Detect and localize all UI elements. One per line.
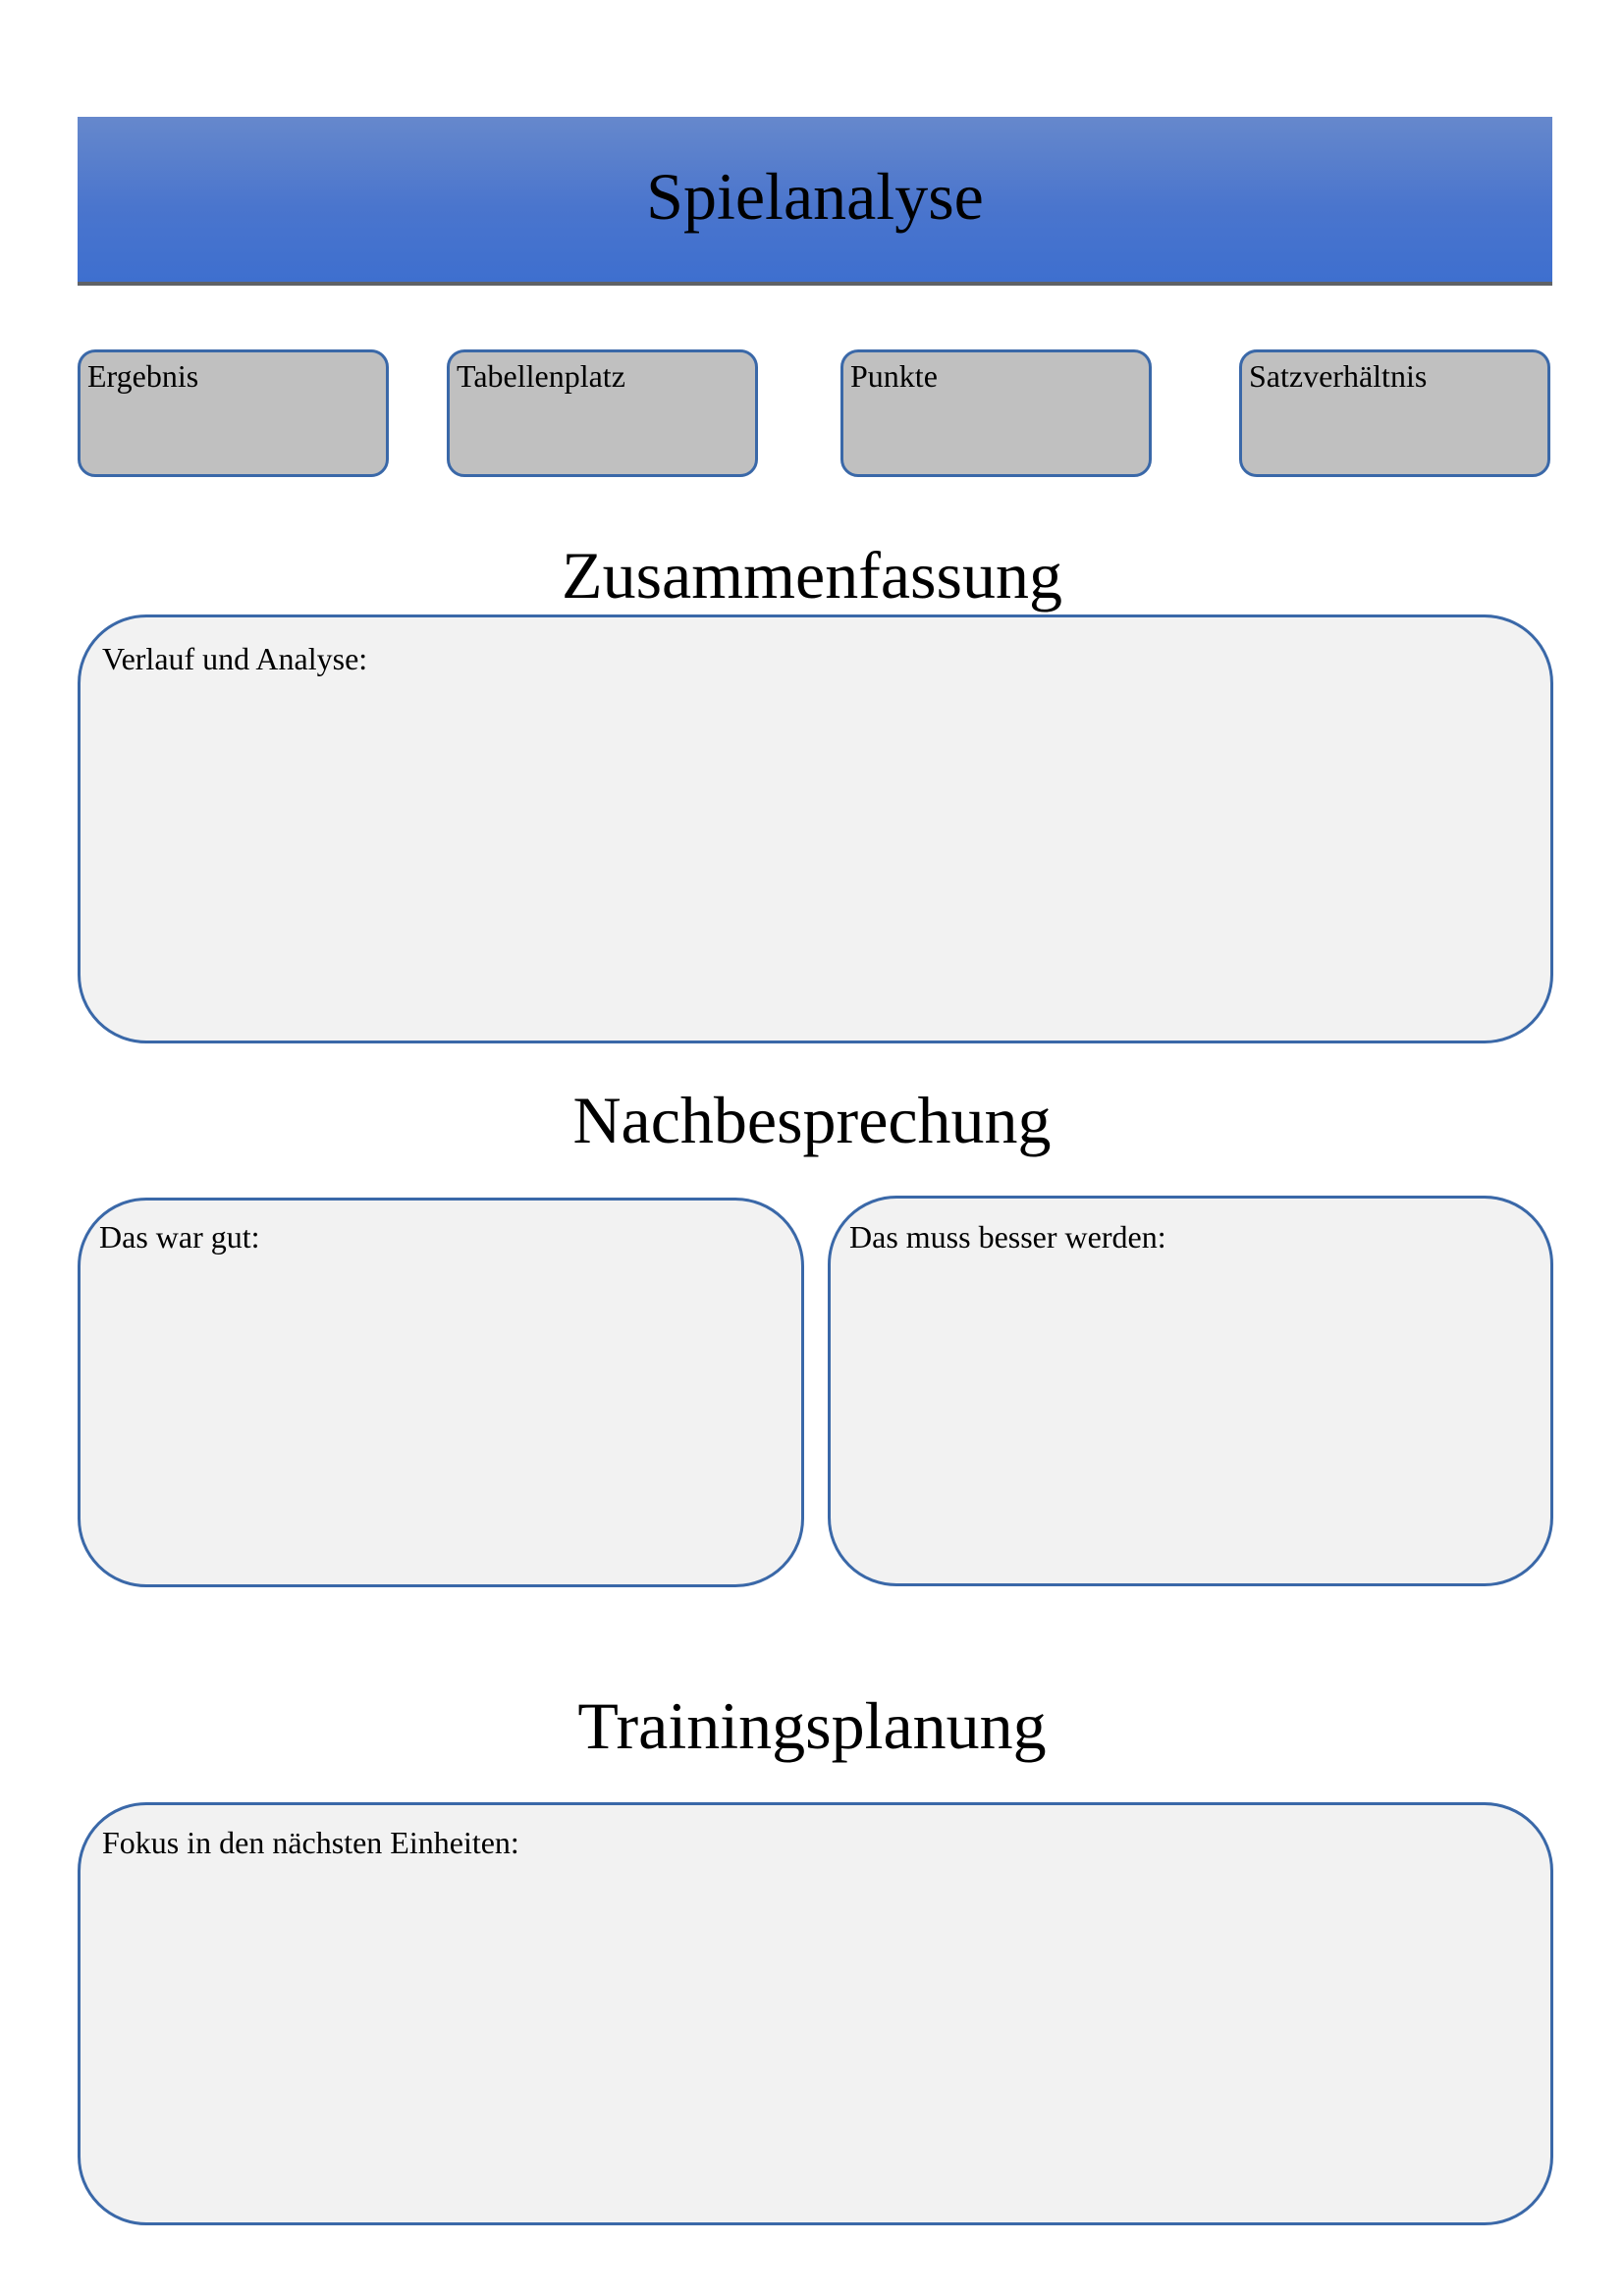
summary-field-label: Verlauf und Analyse:: [102, 641, 368, 676]
stat-box-tabellenplatz[interactable]: [447, 349, 758, 477]
review-improve-panel[interactable]: [828, 1196, 1553, 1586]
section-title-review: Nachbesprechung: [572, 1083, 1052, 1157]
section-title-training: Trainingsplanung: [577, 1688, 1047, 1763]
stat-label-satzverhaeltnis: Satzverhältnis: [1249, 358, 1428, 394]
stat-box-punkte[interactable]: [840, 349, 1152, 477]
training-panel[interactable]: [78, 1802, 1553, 2225]
training-focus-label: Fokus in den nächsten Einheiten:: [102, 1825, 519, 1860]
page-title: Spielanalyse: [646, 159, 984, 234]
review-good-label: Das war gut:: [99, 1219, 260, 1255]
stat-box-ergebnis[interactable]: [78, 349, 389, 477]
review-improve-label: Das muss besser werden:: [849, 1219, 1166, 1255]
review-good-panel[interactable]: [78, 1198, 804, 1587]
title-banner: [78, 117, 1552, 286]
stat-box-satzverhaeltnis[interactable]: [1239, 349, 1550, 477]
stat-label-tabellenplatz: Tabellenplatz: [457, 358, 625, 394]
section-title-summary: Zusammenfassung: [562, 538, 1062, 613]
stat-label-punkte: Punkte: [850, 358, 938, 394]
summary-panel[interactable]: [78, 614, 1553, 1043]
stat-label-ergebnis: Ergebnis: [87, 358, 199, 394]
